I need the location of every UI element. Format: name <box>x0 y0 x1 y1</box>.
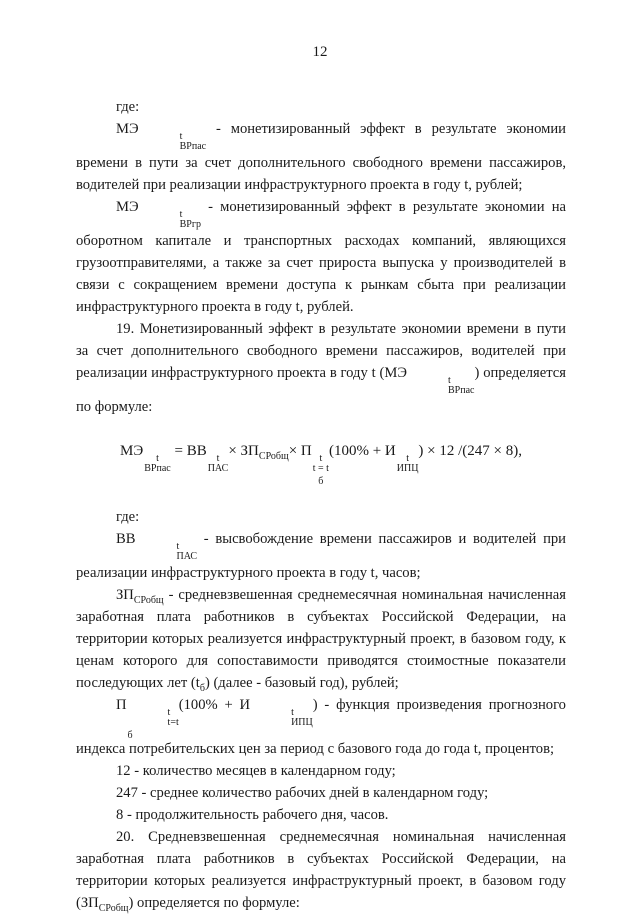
symbol-sub: t=t <box>167 717 179 728</box>
symbol-me: МЭ <box>384 365 407 381</box>
formula-vv-sub: ПАС <box>207 463 229 474</box>
symbol-sub: ПАС <box>176 551 198 562</box>
symbol-sup: t <box>167 707 171 718</box>
symbol-sub2: б <box>127 730 133 741</box>
definition-text: - высвобождение времени пассажиров и водителей при реализации инфраструктурного проекта в году t, часов; <box>76 531 566 581</box>
symbol-me: МЭ <box>116 199 139 215</box>
definition-vv <box>76 528 566 584</box>
definition-me-vrgr <box>76 196 566 318</box>
symbol-sub: СРобщ <box>133 594 164 606</box>
paragraph-paren-close: ) <box>474 365 480 381</box>
symbol-vv: ВВ <box>116 531 136 547</box>
formula-paren: (100% + И <box>328 443 396 459</box>
formula-pi-sub: t = t <box>312 463 329 474</box>
symbol-paren: (100% + И <box>178 697 251 713</box>
definition-zp <box>76 584 566 694</box>
paragraph-tail: определяется по формуле: <box>76 365 566 415</box>
symbol-zp: ЗП <box>116 587 134 603</box>
definition-text-2: ) (далее - базовый год), рублей; <box>204 675 399 691</box>
symbol-sub: СРобщ <box>98 902 129 914</box>
definition-text: - средневзвешенная среднемесячная номинальная начисленная заработная плата работников в субъектах Российской Федерации, на территории которых реализуется инфраструктурный проект, в базовом году, к ценам которого для сопоставимости приводятся стоимостные показатели последующих лет (t <box>76 587 566 691</box>
symbol-sup: t <box>179 209 183 220</box>
where-label-2: где: <box>116 509 140 525</box>
symbol-sup: t <box>448 375 451 386</box>
line-hours: 8 - продолжительность рабочего дня, часов. <box>116 807 389 823</box>
symbol-i-sub: ИПЦ <box>291 717 313 728</box>
formula-lhs: МЭ <box>120 443 144 459</box>
formula-vv-sup: t <box>216 453 220 464</box>
symbol-sub: ВРпас <box>179 141 207 152</box>
page-number: 12 <box>312 44 328 60</box>
formula-me-vrpas <box>76 440 566 487</box>
symbol-me: МЭ <box>116 121 139 137</box>
line-months: 12 - количество месяцев в календарном году; <box>116 763 396 779</box>
formula-i-sup: t <box>406 453 409 464</box>
formula-rest: ) × 12 /(247 × 8), <box>418 443 522 459</box>
formula-pi-sub2: б <box>318 476 324 487</box>
symbol-i-sup: t <box>291 707 294 718</box>
formula-pi: П <box>300 443 312 459</box>
formula-equals: = <box>170 443 187 459</box>
document-body <box>76 96 566 914</box>
symbol-sub: ВРпас <box>448 385 475 396</box>
symbol-zp: ЗП <box>80 895 99 911</box>
paragraph-tail: ) определяется по формуле: <box>128 895 300 911</box>
where-label: где: <box>116 99 140 115</box>
definition-text: - монетизированный эффект в результате экономии на оборотном капитале и транспортных расходах компаний, являющихся грузоотправителями, а также за счет прироста выпуска у производителей в связи с сокращением времени доступа к рынкам сбыта при реализации инфраструктурного проекта в году t, рублей. <box>76 199 566 315</box>
formula-times: × <box>228 443 241 459</box>
formula-zp: ЗП <box>240 443 259 459</box>
symbol-tb-sub: б <box>199 682 205 694</box>
definition-pi <box>76 694 566 760</box>
definition-text: - монетизированный эффект в результате экономии времени в пути за счет дополнительного свободного времени пассажиров, водителей при реализации инфраструктурного проекта в году t, рублей; <box>76 121 566 193</box>
definition-text: ) - функция произведения прогнозного индекса потребительских цен за период с базового года до года t, процентов; <box>76 697 566 757</box>
line-workdays: 247 - среднее количество рабочих дней в календарном году; <box>116 785 489 801</box>
symbol-sup: t <box>176 541 180 552</box>
symbol-pi: П <box>116 697 127 713</box>
formula-lhs-sup: t <box>156 453 159 464</box>
formula-zp-sub: СРобщ <box>258 451 289 462</box>
paragraph-20 <box>76 826 566 914</box>
formula-times: × <box>288 443 301 459</box>
formula-vv: ВВ <box>186 443 207 459</box>
paragraph-text: 19. Монетизированный эффект в результате экономии времени в пути за счет дополнительного свободного времени пассажиров, водителей при реализации инфраструктурного проекта в году t ( <box>76 321 566 381</box>
symbol-sup: t <box>179 131 183 142</box>
formula-i-sub: ИПЦ <box>396 463 419 474</box>
paragraph-text: 20. Средневзвешенная среднемесячная номинальная начисленная заработная плата работников в субъектах Российской Федерации, на территории которых реализуется инфраструктурный проект, в базовом году ( <box>76 829 566 911</box>
paragraph-19 <box>76 318 566 418</box>
definition-me-vrpas <box>76 118 566 196</box>
symbol-sub: ВРгр <box>179 219 201 230</box>
formula-pi-sup: t <box>319 453 323 464</box>
formula-lhs-sub: ВРпас <box>144 463 171 474</box>
